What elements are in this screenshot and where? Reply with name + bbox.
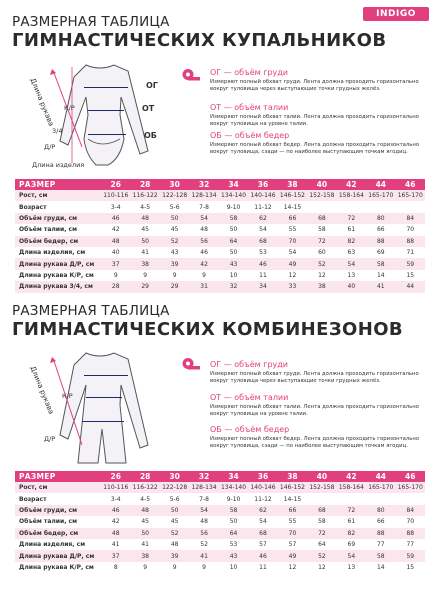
legend2-ob-title: ОБ — объём бедер	[210, 425, 290, 434]
table-cell	[307, 201, 336, 212]
table-cell: 9	[101, 270, 130, 281]
table-cell: 28	[101, 281, 130, 292]
table-cell: 82	[337, 528, 366, 539]
table-cell: 34	[248, 281, 277, 292]
table-cell: 4-5	[130, 493, 159, 504]
size-header-cell: 40	[307, 471, 336, 482]
table-cell: 58	[307, 516, 336, 527]
table-cell: 66	[366, 516, 395, 527]
table-cell: 48	[130, 213, 159, 224]
table-cell: 39	[160, 550, 189, 561]
table-cell: 88	[396, 236, 425, 247]
measuring-tape-icon	[182, 68, 200, 81]
table-cell: 58	[366, 258, 395, 269]
table-cell	[396, 493, 425, 504]
table-cell	[337, 493, 366, 504]
row-label: Длина рукава Д/Р, см	[15, 258, 101, 269]
table-cell: 15	[396, 270, 425, 281]
table-cell: 140-146	[248, 482, 277, 493]
row-label: Объём груди, см	[15, 213, 101, 224]
table-cell: 48	[189, 516, 218, 527]
row-label: Длина рукава 3/4, см	[15, 281, 101, 292]
table-cell: 15	[396, 562, 425, 573]
table-cell: 50	[219, 224, 248, 235]
table-cell: 10	[219, 562, 248, 573]
table-cell: 43	[160, 247, 189, 258]
table-cell: 58	[219, 213, 248, 224]
table-cell: 11-12	[248, 493, 277, 504]
table-cell: 80	[366, 213, 395, 224]
table-cell: 134-140	[219, 190, 248, 201]
table-cell: 84	[396, 213, 425, 224]
label-ot: ОТ	[142, 104, 155, 113]
table-cell: 10	[219, 270, 248, 281]
table-cell: 58	[219, 505, 248, 516]
table-cell: 5-6	[160, 201, 189, 212]
table-cell: 50	[219, 247, 248, 258]
table-cell: 7-8	[189, 493, 218, 504]
table-cell: 40	[101, 247, 130, 258]
size-header-cell: 26	[101, 471, 130, 482]
table-cell: 13	[337, 562, 366, 573]
table-cell: 50	[160, 213, 189, 224]
table-cell: 12	[307, 270, 336, 281]
table-cell: 77	[366, 539, 395, 550]
table-row	[15, 201, 425, 212]
table-cell: 48	[101, 528, 130, 539]
leotard-diagram	[8, 55, 178, 175]
table-cell: 32	[219, 281, 248, 292]
size-header-label: РАЗМЕР	[15, 179, 101, 190]
table-row	[15, 258, 425, 269]
table-row	[15, 516, 425, 527]
table-row	[15, 281, 425, 292]
table-cell: 54	[248, 516, 277, 527]
table-cell: 66	[366, 224, 395, 235]
table-cell: 72	[337, 213, 366, 224]
table-cell: 45	[130, 516, 159, 527]
legend1-ot-title: ОТ — объём талии	[210, 103, 289, 112]
row-label: Длина рукава Д/Р, см	[15, 550, 101, 561]
size-header-cell: 26	[101, 179, 130, 190]
table-cell: 9	[189, 562, 218, 573]
table-cell: 165-170	[366, 482, 395, 493]
table-cell: 52	[160, 528, 189, 539]
table-cell: 53	[219, 539, 248, 550]
table-cell: 68	[248, 528, 277, 539]
table-cell: 52	[307, 550, 336, 561]
row-label: Рост, см	[15, 190, 101, 201]
label-ob: ОБ	[144, 131, 157, 140]
table-cell: 54	[189, 213, 218, 224]
table-cell: 110-116	[101, 190, 130, 201]
size-header-cell: 30	[160, 471, 189, 482]
table-cell: 53	[248, 247, 277, 258]
size-header-cell: 46	[396, 179, 425, 190]
label-three-quarter: 3/4	[52, 127, 63, 135]
table-cell: 72	[307, 236, 336, 247]
size-header-cell: 30	[160, 179, 189, 190]
table-cell: 41	[130, 539, 159, 550]
table-cell: 14-15	[278, 493, 307, 504]
legend1-ob-desc: Измеряют полный обхват бедер. Лента должна проходить горизонтально вокруг туловища, сзади — по наиболее выступающим точкам ягодиц.	[210, 142, 420, 156]
row-label: Длина изделия, см	[15, 539, 101, 550]
row-label: Длина рукава К/Р, см	[15, 562, 101, 573]
table-row	[15, 190, 425, 201]
table-header-row	[15, 179, 425, 190]
size-header-cell: 32	[189, 471, 218, 482]
size-header-cell: 42	[337, 179, 366, 190]
row-label: Длина изделия, см	[15, 247, 101, 258]
label-sleeve-length-2: Длина рукава	[28, 365, 56, 416]
table-cell: 66	[278, 213, 307, 224]
table-row	[15, 505, 425, 516]
measuring-tape-icon	[182, 357, 200, 370]
table-cell: 46	[101, 505, 130, 516]
row-label: Объём талии, см	[15, 516, 101, 527]
table-cell: 64	[219, 236, 248, 247]
size-header-cell: 40	[307, 179, 336, 190]
size-header-label: РАЗМЕР	[15, 471, 101, 482]
table-cell: 59	[396, 550, 425, 561]
legend2-og-title: ОГ — объём груди	[210, 360, 288, 369]
table-cell: 14	[366, 562, 395, 573]
table-cell: 70	[278, 236, 307, 247]
table-cell: 69	[366, 247, 395, 258]
table-cell: 4-5	[130, 201, 159, 212]
table-cell: 12	[278, 270, 307, 281]
table-cell: 70	[278, 528, 307, 539]
table-cell: 50	[130, 236, 159, 247]
table-cell: 9	[130, 562, 159, 573]
brand-logo: INDIGO	[363, 7, 429, 21]
legend2-ot-desc: Измеряют полный обхват талии. Лента должна проходить горизонтально вокруг туловища на уровне талии.	[210, 404, 419, 418]
table-cell: 33	[278, 281, 307, 292]
table-cell: 14-15	[278, 201, 307, 212]
table-cell: 146-152	[278, 482, 307, 493]
legend2-ot-title: ОТ — объём талии	[210, 393, 289, 402]
table-cell: 48	[101, 236, 130, 247]
table-cell: 39	[160, 258, 189, 269]
table-cell: 158-164	[337, 482, 366, 493]
table-row	[15, 247, 425, 258]
section1-title-light: РАЗМЕРНАЯ ТАБЛИЦА	[12, 14, 170, 30]
section2-title-bold: ГИМНАСТИЧЕСКИХ КОМБИНЕЗОНОВ	[12, 319, 404, 340]
table-cell: 46	[101, 213, 130, 224]
table-cell: 68	[307, 213, 336, 224]
table-cell: 37	[101, 550, 130, 561]
legend1-og-title: ОГ — объём груди	[210, 68, 288, 77]
table-cell: 9	[130, 270, 159, 281]
table-cell: 40	[337, 281, 366, 292]
table-cell: 29	[160, 281, 189, 292]
table-cell: 58	[366, 550, 395, 561]
table-cell: 55	[278, 516, 307, 527]
label-dr: Д/Р	[44, 143, 56, 151]
table-header-row	[15, 471, 425, 482]
table-cell: 50	[160, 505, 189, 516]
table-cell: 52	[160, 236, 189, 247]
table-cell: 11	[248, 562, 277, 573]
table-cell: 38	[307, 281, 336, 292]
table-cell: 62	[248, 213, 277, 224]
label-sleeve-length: Длина рукава	[28, 77, 56, 128]
size-header-cell: 36	[248, 471, 277, 482]
table-cell: 72	[337, 505, 366, 516]
table-cell: 54	[337, 550, 366, 561]
table-cell: 43	[219, 550, 248, 561]
table-cell: 88	[396, 528, 425, 539]
table-row	[15, 236, 425, 247]
table-cell: 88	[366, 528, 395, 539]
table-cell: 140-146	[248, 190, 277, 201]
table-cell	[307, 493, 336, 504]
table-cell: 84	[396, 505, 425, 516]
table-cell: 62	[248, 505, 277, 516]
table-cell: 46	[248, 258, 277, 269]
table-cell: 42	[101, 516, 130, 527]
legend2-og-desc: Измеряют полный обхват груди. Лента должна проходить горизонтально вокруг туловища через выступающие точки грудных желёз.	[210, 371, 419, 385]
table-cell: 9-10	[219, 201, 248, 212]
jumpsuit-size-table	[15, 471, 425, 573]
table-row	[15, 539, 425, 550]
table-cell: 12	[307, 562, 336, 573]
table-cell: 41	[366, 281, 395, 292]
row-label: Объём бедер, см	[15, 528, 101, 539]
table-cell: 9	[160, 562, 189, 573]
table-cell: 54	[337, 258, 366, 269]
table-cell	[337, 201, 366, 212]
row-label: Объём талии, см	[15, 224, 101, 235]
table-row	[15, 213, 425, 224]
row-label: Возраст	[15, 201, 101, 212]
table-cell: 165-170	[396, 190, 425, 201]
leotard-size-table	[15, 179, 425, 293]
table-cell: 29	[130, 281, 159, 292]
table-cell: 122-128	[160, 190, 189, 201]
size-header-cell: 46	[396, 471, 425, 482]
size-header-cell: 28	[130, 179, 159, 190]
table-cell: 152-158	[307, 190, 336, 201]
row-label: Длина рукава К/Р, см	[15, 270, 101, 281]
table-cell: 45	[160, 224, 189, 235]
table-cell: 110-116	[101, 482, 130, 493]
table-cell	[366, 493, 395, 504]
table-cell: 52	[307, 258, 336, 269]
label-kr-2: К/Р	[62, 392, 73, 400]
table-cell: 122-128	[160, 482, 189, 493]
table-cell: 9	[189, 270, 218, 281]
table-row	[15, 550, 425, 561]
table-cell: 48	[130, 505, 159, 516]
table-cell: 128-134	[189, 190, 218, 201]
table-cell: 128-134	[189, 482, 218, 493]
size-header-cell: 44	[366, 471, 395, 482]
size-header-cell: 28	[130, 471, 159, 482]
table-cell: 3-4	[101, 493, 130, 504]
table-cell: 69	[337, 539, 366, 550]
table-row	[15, 482, 425, 493]
table-cell: 45	[130, 224, 159, 235]
table-cell: 64	[307, 539, 336, 550]
table-cell: 61	[337, 516, 366, 527]
table-cell: 50	[130, 528, 159, 539]
table-cell: 80	[366, 505, 395, 516]
table-cell: 68	[307, 505, 336, 516]
table-cell: 165-170	[366, 190, 395, 201]
table-cell: 38	[130, 550, 159, 561]
table-cell: 8	[101, 562, 130, 573]
table-cell: 38	[130, 258, 159, 269]
table-cell: 68	[248, 236, 277, 247]
table-cell: 11	[248, 270, 277, 281]
jumpsuit-diagram	[8, 345, 178, 465]
row-label: Возраст	[15, 493, 101, 504]
leotard-silhouette	[8, 55, 178, 175]
section1-title-bold: ГИМНАСТИЧЕСКИХ КУПАЛЬНИКОВ	[12, 30, 387, 51]
table-cell: 54	[189, 505, 218, 516]
size-header-cell: 44	[366, 179, 395, 190]
jumpsuit-silhouette	[8, 345, 178, 465]
table-cell: 46	[248, 550, 277, 561]
table-cell: 54	[248, 224, 277, 235]
table-cell: 41	[189, 550, 218, 561]
table-cell: 72	[307, 528, 336, 539]
table-cell: 43	[219, 258, 248, 269]
table-cell: 11-12	[248, 201, 277, 212]
row-label: Объём бедер, см	[15, 236, 101, 247]
legend2-ob-desc: Измеряют полный обхват бедер. Лента должна проходить горизонтально вокруг туловища, сзади — по наиболее выступающим точкам ягодиц.	[210, 436, 420, 450]
table-cell	[396, 201, 425, 212]
table-cell: 52	[189, 539, 218, 550]
table-cell: 55	[278, 224, 307, 235]
table-cell: 49	[278, 550, 307, 561]
section2-title-light: РАЗМЕРНАЯ ТАБЛИЦА	[12, 303, 170, 319]
size-header-cell: 42	[337, 471, 366, 482]
table-cell: 116-122	[130, 190, 159, 201]
table-cell: 63	[337, 247, 366, 258]
table-cell: 57	[248, 539, 277, 550]
table-row	[15, 270, 425, 281]
table-cell: 57	[278, 539, 307, 550]
label-product-length: Длина изделия	[32, 161, 85, 169]
row-label: Рост, см	[15, 482, 101, 493]
table-cell: 56	[189, 236, 218, 247]
table-cell: 70	[396, 516, 425, 527]
table-cell: 64	[219, 528, 248, 539]
label-kr: К/Р	[64, 104, 75, 112]
table-cell: 77	[396, 539, 425, 550]
table-cell: 3-4	[101, 201, 130, 212]
table-cell: 158-164	[337, 190, 366, 201]
table-row	[15, 493, 425, 504]
size-header-cell: 34	[219, 179, 248, 190]
table-cell: 14	[366, 270, 395, 281]
table-cell: 45	[160, 516, 189, 527]
table-cell: 46	[189, 247, 218, 258]
table-cell: 9	[160, 270, 189, 281]
table-row	[15, 528, 425, 539]
legend1-ot-desc: Измеряют полный обхват талии. Лента должна проходить горизонтально вокруг туловища на уровне талии.	[210, 114, 419, 128]
table-cell: 48	[189, 224, 218, 235]
table-cell: 58	[307, 224, 336, 235]
table-cell: 59	[396, 258, 425, 269]
table-cell: 13	[337, 270, 366, 281]
table-cell: 12	[278, 562, 307, 573]
table-cell: 165-170	[396, 482, 425, 493]
size-header-cell: 34	[219, 471, 248, 482]
table-cell: 49	[278, 258, 307, 269]
table-cell: 134-140	[219, 482, 248, 493]
table-cell: 54	[278, 247, 307, 258]
row-label: Объём груди, см	[15, 505, 101, 516]
table-cell: 56	[189, 528, 218, 539]
table-cell: 37	[101, 258, 130, 269]
table-cell	[366, 201, 395, 212]
label-dr-2: Д/Р	[44, 435, 56, 443]
table-cell: 41	[101, 539, 130, 550]
table-cell: 41	[130, 247, 159, 258]
legend1-ob-title: ОБ — объём бедер	[210, 131, 290, 140]
table-cell: 9-10	[219, 493, 248, 504]
table-cell: 116-122	[130, 482, 159, 493]
size-header-cell: 38	[278, 179, 307, 190]
table-cell: 66	[278, 505, 307, 516]
legend1-og-desc: Измеряют полный обхват груди. Лента должна проходить горизонтально вокруг туловища через выступающие точки грудных желёз.	[210, 79, 419, 93]
table-cell: 31	[189, 281, 218, 292]
size-header-cell: 38	[278, 471, 307, 482]
table-cell: 7-8	[189, 201, 218, 212]
table-cell: 5-6	[160, 493, 189, 504]
size-header-cell: 32	[189, 179, 218, 190]
size-header-cell: 36	[248, 179, 277, 190]
table-cell: 42	[189, 258, 218, 269]
table-cell: 146-152	[278, 190, 307, 201]
table-cell: 82	[337, 236, 366, 247]
table-cell: 71	[396, 247, 425, 258]
label-og: ОГ	[146, 81, 158, 90]
table-row	[15, 224, 425, 235]
table-cell: 70	[396, 224, 425, 235]
table-cell: 60	[307, 247, 336, 258]
table-cell: 48	[160, 539, 189, 550]
table-cell: 42	[101, 224, 130, 235]
table-row	[15, 562, 425, 573]
table-cell: 50	[219, 516, 248, 527]
table-cell: 61	[337, 224, 366, 235]
table-cell: 152-158	[307, 482, 336, 493]
table-cell: 88	[366, 236, 395, 247]
table-cell: 44	[396, 281, 425, 292]
